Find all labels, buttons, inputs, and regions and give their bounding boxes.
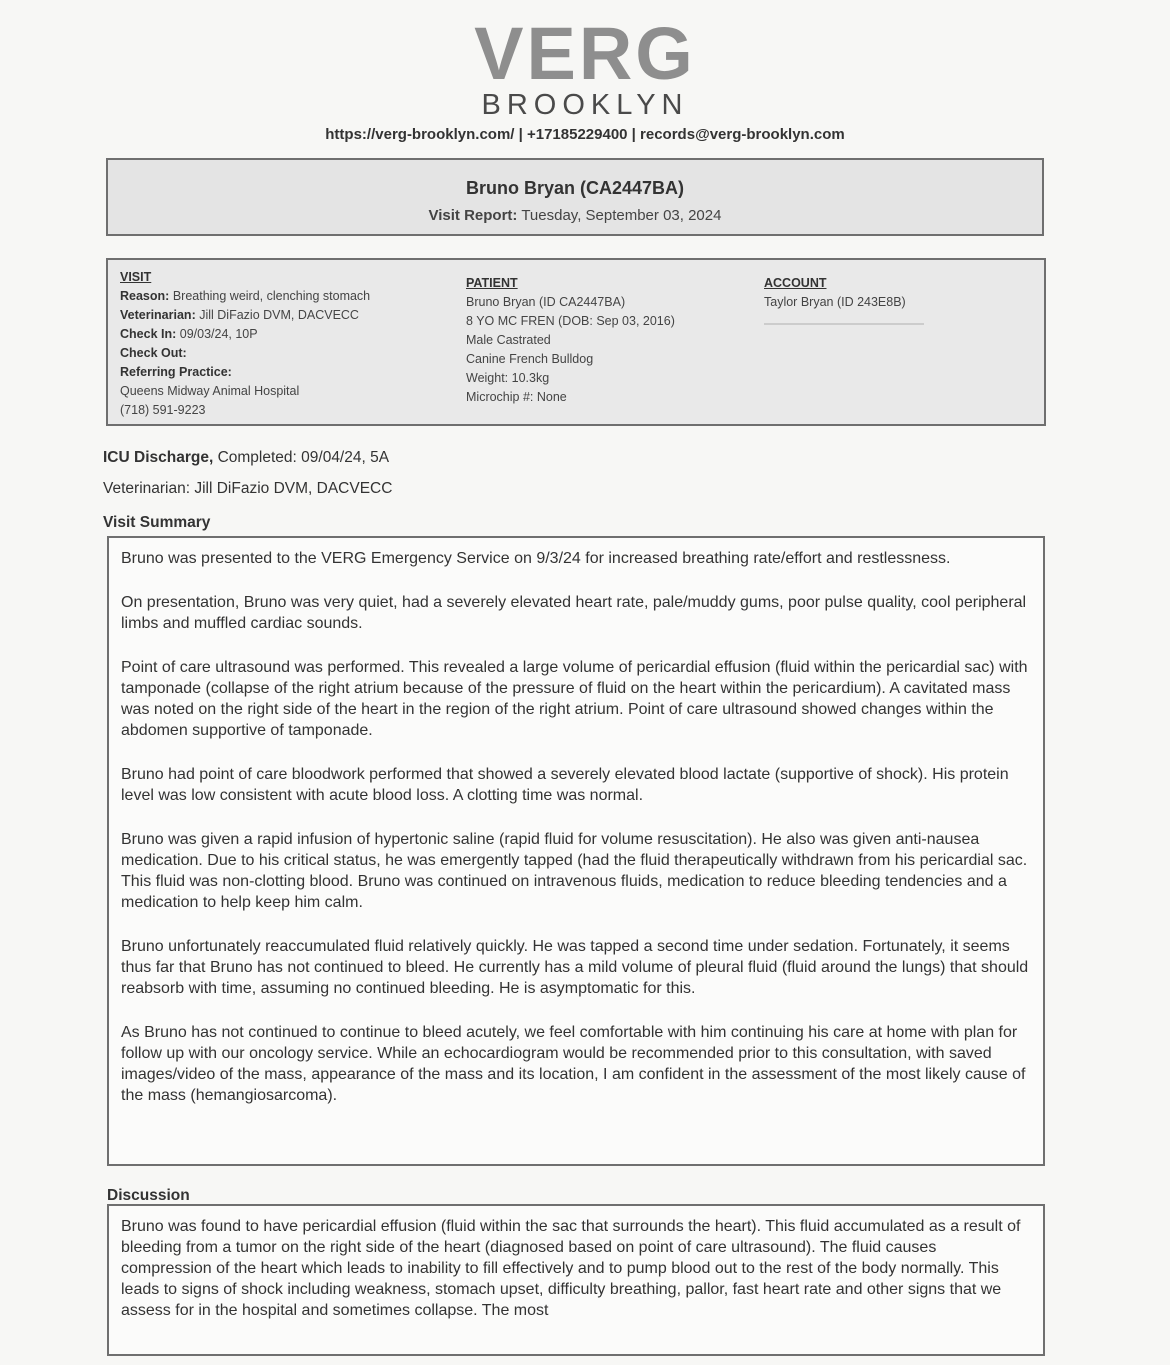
summary-paragraph: Bruno had point of care bloodwork performed that showed a severely elevated blood lactate (supportive of shock). His protein level was low consistent with acute blood loss. A clotting time was normal.	[121, 766, 1009, 804]
account-column	[764, 274, 1034, 331]
visit-report-date	[108, 207, 1042, 224]
visit-summary-box	[107, 536, 1045, 1166]
visit-column	[120, 268, 450, 420]
visit-heading: VISIT	[120, 270, 152, 284]
discussion-box	[107, 1204, 1045, 1356]
visit-info-box	[106, 258, 1046, 426]
patient-weight: Weight: 10.3kg	[466, 371, 550, 385]
summary-paragraph: Bruno was presented to the VERG Emergency Service on 9/3/24 for increased breathing rate/effort and restlessness.	[121, 550, 951, 567]
visit-reason: Reason: Breathing weird, clenching stomach	[120, 289, 371, 303]
discharge-veterinarian: Veterinarian: Jill DiFazio DVM, DACVECC	[103, 480, 393, 497]
redacted-contact	[764, 323, 924, 325]
patient-heading: PATIENT	[466, 276, 518, 290]
visit-report-label: Visit Report:	[428, 207, 518, 224]
account-owner: Taylor Bryan (ID 243E8B)	[764, 295, 906, 309]
patient-name-id: Bruno Bryan (ID CA2447BA)	[466, 295, 626, 309]
visit-referring-phone: (718) 591-9223	[120, 403, 206, 417]
discharge-title: ICU Discharge,	[103, 449, 214, 466]
visit-report-value: Tuesday, September 03, 2024	[521, 207, 722, 224]
patient-age-dob: 8 YO MC FREN (DOB: Sep 03, 2016)	[466, 314, 675, 328]
discharge-completed: Completed: 09/04/24, 5A	[217, 449, 390, 466]
account-heading: ACCOUNT	[764, 276, 827, 290]
summary-paragraph: Point of care ultrasound was performed. This revealed a large volume of pericardial effusion (fluid within the pericardial sac) with tamponade (collapse of the right atrium because of the pressure of fluid on the heart within the pericardium). A cavitated mass was noted on the right side of the heart in the region of the right atrium. Point of care ultrasound showed changes within the abdomen supportive of tamponade.	[121, 659, 1028, 739]
visit-check-out: Check Out:	[120, 346, 187, 360]
summary-paragraph: Bruno unfortunately reaccumulated fluid relatively quickly. He was tapped a second time under sedation. Fortunately, it seems thus far that Bruno has not continued to bleed. He currently has a mild volume of pleural fluid (fluid around the lungs) that should reabsorb with time, assuming no continued bleeding. He is asymptomatic for this.	[121, 938, 1029, 997]
clinic-logo: VERG	[474, 12, 696, 95]
visit-check-in: Check In: 09/03/24, 10P	[120, 327, 258, 341]
clinic-contact-line: https://verg-brooklyn.com/ | +17185229400 | records@verg-brooklyn.com	[325, 126, 845, 143]
discussion-heading: Discussion	[107, 1187, 190, 1204]
visit-veterinarian: Veterinarian: Jill DiFazio DVM, DACVECC	[120, 308, 359, 322]
patient-title: Bruno Bryan (CA2447BA)	[465, 178, 685, 198]
summary-paragraph: On presentation, Bruno was very quiet, had a severely elevated heart rate, pale/muddy gums, poor pulse quality, cool peripheral limbs and muffled cardiac sounds.	[121, 594, 1027, 632]
patient-breed: Canine French Bulldog	[466, 352, 594, 366]
visit-referring-label: Referring Practice:	[120, 365, 232, 379]
report-title-box	[106, 158, 1044, 236]
patient-microchip: Microchip #: None	[466, 390, 567, 404]
patient-column	[466, 274, 746, 407]
clinic-logo-location: BROOKLYN	[481, 89, 689, 121]
discussion-paragraph: Bruno was found to have pericardial effusion (fluid within the sac that surrounds the heart). This fluid accumulated as a result of bleeding from a tumor on the right side of the heart (diagnosed based on point of care ultrasound). The fluid causes compression of the heart which leads to inability to fill effectively and to pump blood out to the rest of the body normally. This leads to signs of shock including weakness, stomach upset, difficulty breathing, pallor, fast heart rate and other signs that we assess for in the hospital and sometimes collapse. The most	[121, 1218, 1021, 1319]
patient-sex: Male Castrated	[466, 333, 551, 347]
summary-paragraph: As Bruno has not continued to continue to bleed acutely, we feel comfortable with him continuing his care at home with plan for follow up with our oncology service. While an echocardiogram would be recommended prior to this consultation, with saved images/video of the mass, appearance of the mass and its location, I am confident in the assessment of the most likely cause of the mass (hemangiosarcoma).	[121, 1024, 1026, 1104]
visit-referring-practice: Queens Midway Animal Hospital	[120, 384, 300, 398]
visit-summary-heading: Visit Summary	[103, 514, 211, 531]
discharge-line	[103, 449, 389, 467]
summary-paragraph: Bruno was given a rapid infusion of hypertonic saline (rapid fluid for volume resuscitation). He also was given anti-nausea medication. Due to his critical status, he was emergently tapped (had the fluid therapeutically withdrawn from his pericardial sac. This fluid was non-clotting blood. Bruno was continued on intravenous fluids, medication to reduce bleeding tendencies and a medication to help keep him calm.	[121, 831, 1028, 911]
